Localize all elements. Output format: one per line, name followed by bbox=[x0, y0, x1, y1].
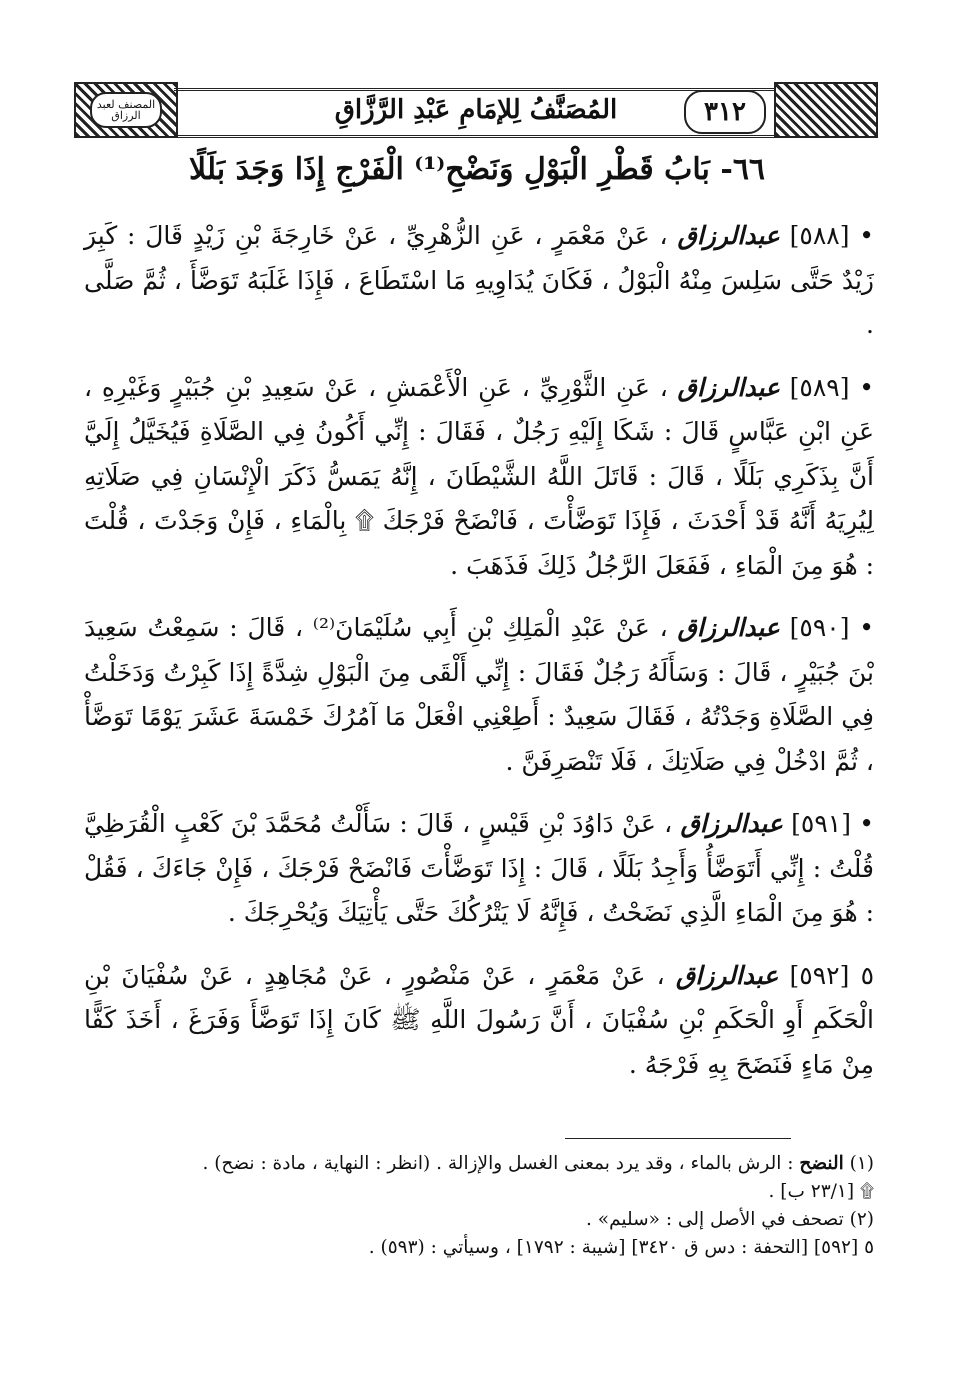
hadith-text: ، عَنْ عَبْدِ الْمَلِكِ بْنِ أَبِي سُلَيْمَانَ⁽²⁾ ، قَالَ : سَمِعْتُ سَعِيدَ بْنَ جُبَيْرٍ ، قَالَ : وَسَأَلَهُ رَجُلٌ فَقَالَ : إِنِّي أَلْقَى مِنَ الْبَوْلِ شِدَّةً إِذَا كَبِرْتُ وَدَخَلْتُ فِي الصَّلَاةِ وَجَدْتُهُ ، فَقَالَ سَعِيدٌ : أَطِعْنِي افْعَلْ مَا آمُرُكَ خَمْسَةَ عَشَرَ يَوْمًا تَوَضَّأْ ، ثُمَّ ادْخُلْ فِي صَلَاتِكَ ، فَلَا تَنْصَرِفَنَّ . bbox=[84, 613, 874, 776]
footnote-text: : الرش بالماء ، وقد يرد بمعنى الغسل والإزالة . (انظر : النهاية ، مادة : نضح) . bbox=[202, 1153, 794, 1174]
hadith-591 bbox=[84, 802, 874, 936]
narrator-name: عبدالرزاق bbox=[677, 372, 780, 402]
footnote-takhrij bbox=[84, 1234, 874, 1262]
footnote-label: (١) bbox=[849, 1153, 874, 1174]
hadith-marker: • bbox=[859, 809, 874, 838]
hadith-number: [٥٨٨] bbox=[789, 221, 850, 250]
footnotes bbox=[84, 1150, 874, 1262]
running-title: المُصَنَّفُ لِلإمَامِ عَبْدِ الرَّزَّاقِ bbox=[334, 95, 618, 125]
page-number: ٣١٢ bbox=[684, 90, 766, 134]
footnote-1 bbox=[84, 1150, 874, 1178]
narrator-name: عبدالرزاق bbox=[677, 221, 780, 250]
header-right-ornament bbox=[774, 82, 878, 138]
hadith-number: [٥٩٠] bbox=[789, 613, 850, 642]
hadith-text: ، عَنْ مَعْمَرٍ ، عَنْ مَنْصُورٍ ، عَنْ مُجَاهِدٍ ، عَنْ سُفْيَانَ بْنِ الْحَكَمِ أَوِ الْحَكَمِ بْنِ سُفْيَانَ ، أَنَّ رَسُولَ اللَّهِ ﷺ كَانَ إِذَا تَوَضَّأَ وَفَرَغَ ، أَخَذَ كَفًّا مِنْ مَاءٍ فَنَضَحَ بِهِ فَرْجَهُ . bbox=[84, 960, 874, 1079]
footnote-label: (٢) bbox=[849, 1209, 874, 1230]
hadith-number: [٥٩١] bbox=[791, 809, 851, 838]
footnote-text: [٢٣/١ ب] . bbox=[768, 1181, 855, 1202]
narrator-name: عبدالرزاق bbox=[677, 613, 780, 642]
hadith-number: [٥٨٩] bbox=[789, 372, 850, 402]
chapter-title: ٦٦- بَابُ قَطْرِ الْبَوْلِ وَنَضْحِ⁽¹⁾ الْفَرْجِ إِذَا وَجَدَ بَلَلًا bbox=[188, 152, 766, 187]
hadith-marker: • bbox=[859, 372, 874, 402]
hadith-588 bbox=[84, 214, 874, 348]
hadith-text: ، عَنْ دَاوُدَ بْنِ قَيْسٍ ، قَالَ : سَأَلْتُ مُحَمَّدَ بْنَ كَعْبٍ الْقُرَظِيَّ قُلْتُ : إِنِّي أَتَوَضَّأُ وَأَجِدُ بَلَلًا ، قَالَ : إِذَا تَوَضَّأْتَ فَانْضَحْ فَرْجَكَ ، فَإِنْ جَاءَكَ ، فَقُلْ : هُوَ مِنَ الْمَاءِ الَّذِي نَضَحْتُ ، فَإِنَّهُ لَا يَتْرُكُكَ حَتَّى يَأْتِيَكَ وَيُحْرِجَكَ . bbox=[84, 809, 874, 927]
hadith-592 bbox=[84, 954, 874, 1088]
hadith-589 bbox=[84, 366, 874, 589]
hadith-marker: • bbox=[859, 221, 875, 250]
footnote-label: ۩ bbox=[859, 1181, 874, 1202]
narrator-name: عبدالرزاق bbox=[675, 960, 779, 990]
narrator-name: عبدالرزاق bbox=[680, 809, 783, 838]
hadith-text: ، عَنْ مَعْمَرٍ ، عَنِ الزُّهْرِيِّ ، عَنْ خَارِجَةَ بْنِ زَيْدٍ قَالَ : كَبِرَ زَيْدٌ حَتَّى سَلِسَ مِنْهُ الْبَوْلُ ، فَكَانَ يُدَاوِيهِ مَا اسْتَطَاعَ ، فَإِذَا غَلَبَهُ تَوَضَّأَ ، ثُمَّ صَلَّى . bbox=[84, 221, 874, 339]
footnote-label: ٥ bbox=[864, 1237, 874, 1258]
footnote-text: [٥٩٢] [التحفة : دس ق ٣٤٢٠] [شيبة : ١٧٩٢] ، وسيأتي : (٥٩٣) . bbox=[368, 1237, 859, 1258]
footnote-2 bbox=[84, 1206, 874, 1234]
header-emblem-ornament bbox=[74, 82, 178, 138]
hadith-number: [٥٩٢] bbox=[789, 960, 850, 990]
page-header bbox=[74, 82, 878, 142]
header-emblem: المصنف لعبد الرزاق bbox=[90, 92, 162, 128]
hadith-marker: • bbox=[859, 613, 874, 642]
footnote-folio bbox=[84, 1178, 874, 1206]
footnote-divider bbox=[565, 1138, 791, 1139]
hadith-marker: ٥ bbox=[860, 960, 874, 990]
main-text bbox=[84, 214, 874, 1105]
hadith-590 bbox=[84, 606, 874, 784]
footnote-term: النضح bbox=[799, 1153, 844, 1174]
footnote-text: تصحف في الأصل إلى : «سليم» . bbox=[586, 1209, 844, 1230]
hadith-text: ، عَنِ الثَّوْرِيِّ ، عَنِ الْأَعْمَشِ ، عَنْ سَعِيدِ بْنِ جُبَيْرٍ وَغَيْرِهِ ، عَنِ ابْنِ عَبَّاسٍ قَالَ : شَكَا إِلَيْهِ رَجُلٌ ، فَقَالَ : إِنِّي أَكُونُ فِي الصَّلَاةِ فَيُخَيَّلُ إِلَيَّ أَنَّ بِذَكَرِي بَلَلًا ، قَالَ : قَاتَلَ اللَّهُ الشَّيْطَانَ ، إِنَّهُ يَمَسُّ ذَكَرَ الْإِنْسَانِ فِي صَلَاتِهِ لِيُرِيَهُ أَنَّهُ قَدْ أَحْدَثَ ، فَإِذَا تَوَضَّأْتَ ، فَانْضَحْ فَرْجَكَ ۩ بِالْمَاءِ ، فَإِنْ وَجَدْتَ ، قُلْتَ : هُوَ مِنَ الْمَاءِ ، فَفَعَلَ الرَّجُلُ ذَلِكَ فَذَهَبَ . bbox=[84, 372, 874, 580]
